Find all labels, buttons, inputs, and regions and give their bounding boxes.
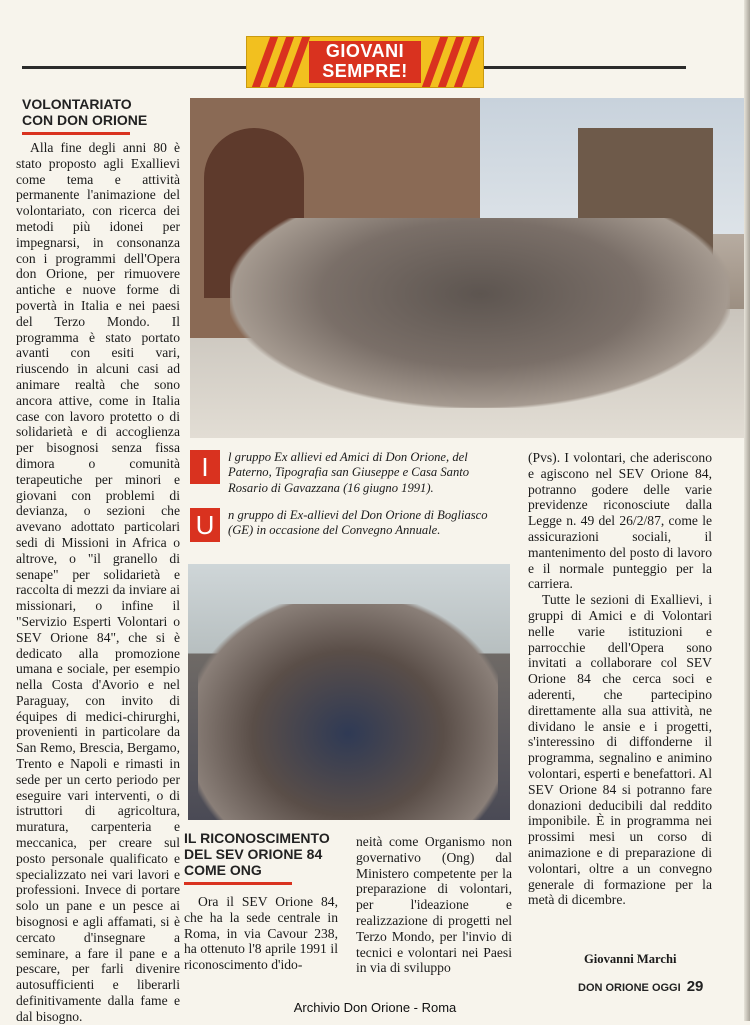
- section-banner: [246, 36, 484, 88]
- article2-paragraph: neità come Organismo non governativo (Ong) dal Ministero competente per la preparazione di volontari, per l'ideazione e realizzazione di progetti nel Terzo Mondo, per l'invio di tecnici e volontari nei Paesi in via di sviluppo: [356, 834, 512, 976]
- article1-paragraph: Alla fine degli anni 80 è stato proposto agli Exallievi come tema e attività permanente l'animazione del volontariato, con ricerca dei metodi più idonei per impegnarsi, in consonanza con i programmi dell'Opera don Orione, per rimuovere antiche e nuove forme di povertà in Italia e nei paesi del Terzo Mondo. Il programma è stato portato avanti con esiti vari, riuscendo in alcuni casi ad animare realtà che sono ancora attive, come in Italia case con lavoro protetto o di solidarietà e di accoglienza per bisognosi senza fissa dimora o comunità terapeutiche per minori e giovani con problemi di devianza, o sezioni che avevano adottato particolari sedi di Missioni in Africa o altrove, o "il granello di senape" per solidarietà e raccolta di mezzi da inviare ai missionari, o infine il "Servizio Esperti Volontari o SEV Orione 84", che si è dedicato alla promozione umana e sociale, per esempio nella Costa d'Avorio e nel Paraguay, con invito di équipes di medici-chirurghi, provenienti in particolare da San Remo, Brescia, Bergamo, Trento e Napoli e rimasti in sede per un certo periodo per eseguire vari interventi, o di istruttori di agricoltura, muratura, carpenteria e meccanica, per creare sul posto personale qualificato e specializzato nei vari lavori e professioni. Invece di portare solo un pane e un pesce ai bisognosi e agli affamati, si è cercato d'insegnare a seminare, a fare il pane e a pescare, per farli divenire autosufficienti e liberarli definitivamente dalla fame e dal bisogno.: [16, 140, 180, 1024]
- article2-paragraph: (Pvs). I volontari, che aderiscono e agiscono nel SEV Orione 84, potranno godere delle varie previdenze riconosciute dalla Legge n. 49 del 26/2/87, come le assicurazioni sociali, il mantenimento del posto di lavoro e il normale punteggio per la carriera.: [528, 450, 712, 592]
- article2-paragraph: Tutte le sezioni di Exallievi, i gruppi di Amici e di Volontari nelle varie istituzioni e parrocchie dell'Opera sono invitati a collaborare col SEV Orione 84 che cerca soci e aderenti, che partecipino direttamente alla sua attività, ne dividano le ansie e i progetti, s'interessino di diffonderne il programma, segnalino e animino volontari, esperti e benefattori. Al SEV Orione 84 si potranno fare donazioni deducibili dal reddito imponibile. È in programma nei prossimi mesi un corso di animazione e di preparazione di volontari, oltre a un convegno generale di formazione per la metà di dicembre.: [528, 592, 712, 908]
- group-photo-bogliasco: [188, 564, 510, 820]
- caption-initial: I: [190, 450, 220, 484]
- heading-underline: [22, 132, 130, 135]
- banner-title: [309, 41, 421, 83]
- article1-heading-line-2: CON DON ORIONE: [22, 112, 148, 128]
- article2-heading-line-2: DEL SEV ORIONE 84: [184, 846, 323, 862]
- article2-column-2: [356, 834, 512, 976]
- caption-photo-1: [190, 450, 496, 496]
- caption-initial: U: [190, 508, 220, 542]
- page-number: 29: [686, 978, 704, 995]
- article2-right-column: [528, 450, 712, 908]
- photo-crowd: [230, 218, 730, 408]
- banner-line-1: GIOVANI: [325, 41, 405, 61]
- article2-heading-line-1: IL RICONOSCIMENTO: [184, 830, 330, 846]
- page-footer: [578, 978, 703, 995]
- article2-heading: [184, 830, 344, 885]
- article2-paragraph: Ora il SEV Orione 84, che ha la sede centrale in Roma, in via Cavour 238, ha ottenuto l'8 aprile 1991 il riconoscimento d'ido-: [184, 894, 338, 973]
- heading-underline: [184, 882, 292, 885]
- author-signature: Giovanni Marchi: [584, 952, 677, 966]
- caption-photo-2: [190, 508, 496, 542]
- article2-heading-line-3: COME ONG: [184, 862, 262, 878]
- archive-watermark: Archivio Don Orione - Roma: [293, 1000, 457, 1015]
- caption-text: n gruppo di Ex-allievi del Don Orione di Bogliasco (GE) in occasione del Convegno Annuale.: [228, 508, 488, 538]
- photo-crowd: [198, 604, 498, 820]
- article1-heading-line-1: VOLONTARIATO: [22, 96, 132, 112]
- caption-text: l gruppo Ex allievi ed Amici di Don Orione, del Paterno, Tipografia san Giuseppe e Casa Santo Rosario di Gavazzana (16 giugno 1991).: [228, 450, 470, 495]
- magazine-name: DON ORIONE OGGI: [578, 982, 681, 994]
- article1-body-column: [16, 140, 180, 1025]
- banner-line-2: SEMPRE!: [322, 61, 408, 81]
- article1-heading: [22, 96, 182, 135]
- article2-column-1: [184, 894, 338, 973]
- group-photo-gavazzana: [190, 98, 746, 438]
- page-edge-shadow: [744, 0, 750, 1021]
